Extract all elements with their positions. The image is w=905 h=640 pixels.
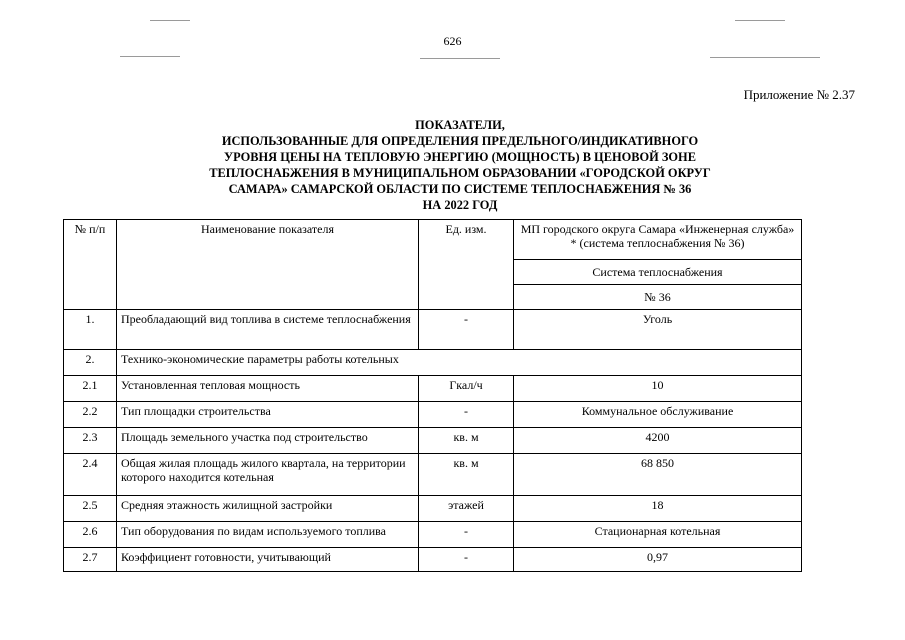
row-name: Площадь земельного участка под строительство xyxy=(117,428,419,454)
scan-artifact xyxy=(735,20,785,21)
row-num: 2. xyxy=(64,350,117,376)
row-num: 2.6 xyxy=(64,522,117,548)
row-value: Стационарная котельная xyxy=(514,522,802,548)
row-unit: Гкал/ч xyxy=(419,376,514,402)
row-num: 1. xyxy=(64,310,117,350)
title-line: УРОВНЯ ЦЕНЫ НА ТЕПЛОВУЮ ЭНЕРГИЮ (МОЩНОСТЬ) В ЦЕНОВОЙ ЗОНЕ xyxy=(224,150,696,164)
table-row xyxy=(64,496,802,522)
row-value: Уголь xyxy=(514,310,802,350)
header-system: Система теплоснабжения xyxy=(514,260,802,285)
header-unit: Ед. изм. xyxy=(419,220,514,310)
row-num: 2.1 xyxy=(64,376,117,402)
scan-artifact xyxy=(120,56,180,57)
row-name: Коэффициент готовности, учитывающий xyxy=(117,548,419,572)
table-row xyxy=(64,402,802,428)
header-name: Наименование показателя xyxy=(117,220,419,310)
table-row xyxy=(64,454,802,496)
row-value: 4200 xyxy=(514,428,802,454)
scan-artifact xyxy=(420,58,500,59)
table-row xyxy=(64,376,802,402)
row-section-title: Технико-экономические параметры работы котельных xyxy=(117,350,802,376)
row-num: 2.2 xyxy=(64,402,117,428)
row-name: Общая жилая площадь жилого квартала, на территории которого находится котельная xyxy=(117,454,419,496)
row-name: Тип площадки строительства xyxy=(117,402,419,428)
row-name: Преобладающий вид топлива в системе теплоснабжения xyxy=(117,310,419,350)
page-number: 626 xyxy=(443,34,462,48)
header-num: № п/п xyxy=(64,220,117,310)
scan-artifact xyxy=(710,57,820,58)
row-value: 18 xyxy=(514,496,802,522)
row-name: Тип оборудования по видам используемого топлива xyxy=(117,522,419,548)
row-num: 2.4 xyxy=(64,454,117,496)
row-unit: кв. м xyxy=(419,454,514,496)
title-line: ПОКАЗАТЕЛИ, xyxy=(415,118,505,132)
title-line: ИСПОЛЬЗОВАННЫЕ ДЛЯ ОПРЕДЕЛЕНИЯ ПРЕДЕЛЬНОГО/ИНДИКАТИВНОГО xyxy=(221,134,699,148)
document-title xyxy=(150,117,770,213)
row-unit: кв. м xyxy=(419,428,514,454)
table-row xyxy=(64,310,802,350)
header-organization: МП городского округа Самара «Инженерная служба» * (система теплоснабжения № 36) xyxy=(514,220,802,260)
row-num: 2.7 xyxy=(64,548,117,572)
row-value: 0,97 xyxy=(514,548,802,572)
title-line: ТЕПЛОСНАБЖЕНИЯ В МУНИЦИПАЛЬНОМ ОБРАЗОВАНИИ «ГОРОДСКОЙ ОКРУГ xyxy=(209,166,711,180)
row-num: 2.3 xyxy=(64,428,117,454)
row-num: 2.5 xyxy=(64,496,117,522)
table-row xyxy=(64,548,802,572)
title-line: НА 2022 ГОД xyxy=(422,198,498,212)
row-unit: - xyxy=(419,522,514,548)
row-unit: - xyxy=(419,548,514,572)
indicators-table xyxy=(63,219,802,572)
appendix-label: Приложение № 2.37 xyxy=(743,87,855,102)
scan-artifact xyxy=(150,20,190,21)
row-value: 68 850 xyxy=(514,454,802,496)
row-name: Установленная тепловая мощность xyxy=(117,376,419,402)
table-row xyxy=(64,428,802,454)
table-row xyxy=(64,350,802,376)
row-unit: - xyxy=(419,310,514,350)
title-line: САМАРА» САМАРСКОЙ ОБЛАСТИ ПО СИСТЕМЕ ТЕПЛОСНАБЖЕНИЯ № 36 xyxy=(228,182,692,196)
row-value: Коммунальное обслуживание xyxy=(514,402,802,428)
row-unit: этажей xyxy=(419,496,514,522)
row-name: Средняя этажность жилищной застройки xyxy=(117,496,419,522)
row-unit: - xyxy=(419,402,514,428)
row-value: 10 xyxy=(514,376,802,402)
table-row xyxy=(64,522,802,548)
header-system-number: № 36 xyxy=(514,285,802,310)
